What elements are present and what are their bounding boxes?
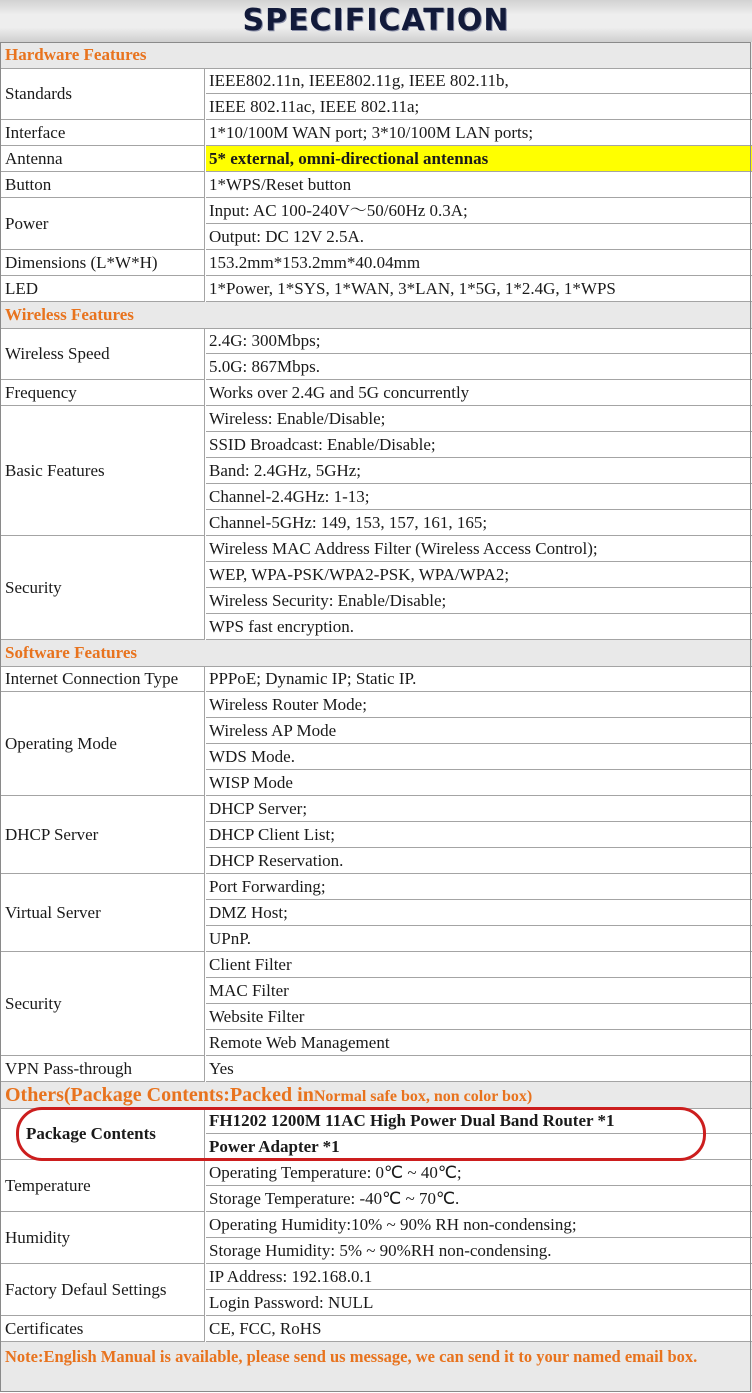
row-label-cell [0,198,205,250]
row-label-cell [0,1316,205,1342]
value-line [206,328,752,354]
value-line [206,120,752,146]
row-label-cell [0,1264,205,1316]
row-label: Package Contents [26,1123,156,1143]
value-line [206,276,752,302]
value-text: Power Adapter *1 [209,1137,340,1156]
value-line [206,432,752,458]
value-text: Wireless: Enable/Disable; [209,409,386,428]
section-header [0,640,752,667]
row-label: Basic Features [5,460,105,480]
value-text: 1*WPS/Reset button [209,175,352,194]
value-line [206,406,752,432]
value-line [206,1212,752,1238]
value-line [206,1134,752,1160]
row-label-cell [0,692,205,796]
section-header [0,302,752,329]
value-line [206,666,752,692]
value-text: FH1202 1200M 11AC High Power Dual Band Router *1 [209,1111,615,1130]
value-text: Channel-2.4GHz: 1-13; [209,487,370,506]
value-text: DHCP Client List; [209,825,335,844]
value-text: CE, FCC, RoHS [209,1319,322,1338]
row-label: DHCP Server [5,824,99,844]
value-line [206,1056,752,1082]
value-line [206,900,752,926]
value-text: DMZ Host; [209,903,288,922]
row-label: Internet Connection Type [5,668,179,688]
row-label-cell [0,380,205,406]
note-text: Note:English Manual is available, please send us message, we can send it to your named email box. [5,1347,698,1366]
value-text: Website Filter [209,1007,305,1026]
row-label: Standards [5,83,73,103]
value-line [206,822,752,848]
section-heading [5,1082,532,1110]
row-label: Frequency [5,382,77,402]
value-text: WEP, WPA-PSK/WPA2-PSK, WPA/WPA2; [209,565,510,584]
row-label-cell [0,406,205,536]
section-heading-main: Others(Package Contents:Packed in [5,1084,314,1106]
value-line [206,536,752,562]
value-text: Works over 2.4G and 5G concurrently [209,383,470,402]
row-label: Button [5,174,52,194]
value-line [206,770,752,796]
value-text: Input: AC 100-240V〜50/60Hz 0.3A; [209,201,468,220]
value-line [206,458,752,484]
value-line [206,1316,752,1342]
row-label: Security [5,577,62,597]
value-line [206,1030,752,1056]
value-text: Output: DC 12V 2.5A. [209,227,365,246]
value-line [206,1160,752,1186]
value-text: Port Forwarding; [209,877,326,896]
row-label: Temperature [5,1175,91,1195]
value-text: Operating Temperature: 0℃ ~ 40℃; [209,1163,462,1182]
value-line [206,718,752,744]
value-text: IP Address: 192.168.0.1 [209,1267,373,1286]
value-line [206,1108,752,1134]
row-label-cell [0,796,205,874]
value-line [206,250,752,276]
row-label: Dimensions (L*W*H) [5,252,158,272]
row-label-cell [0,1056,205,1082]
row-label-cell [0,874,205,952]
row-label: Operating Mode [5,733,117,753]
value-text: Wireless AP Mode [209,721,337,740]
row-label-cell [0,666,205,692]
row-label-cell [0,1212,205,1264]
section-header [0,1082,752,1109]
row-label: Humidity [5,1227,71,1247]
value-line [206,94,752,120]
row-label-cell [0,536,205,640]
value-text: WDS Mode. [209,747,295,766]
row-label-cell [0,1108,205,1160]
value-text: Storage Humidity: 5% ~ 90%RH non-condensing. [209,1241,552,1260]
value-text: MAC Filter [209,981,289,1000]
value-line [206,68,752,94]
row-label-cell [0,172,205,198]
value-text: IEEE802.11n, IEEE802.11g, IEEE 802.11b, [209,71,509,90]
section-header [0,42,752,69]
row-label-cell [0,276,205,302]
section-heading: Software Features [5,643,138,662]
row-label-cell [0,952,205,1056]
value-line [206,614,752,640]
title-banner [0,0,752,42]
value-text: 1*10/100M WAN port; 3*10/100M LAN ports; [209,123,534,142]
value-line [206,562,752,588]
row-label: Wireless Speed [5,343,110,363]
section-heading: Hardware Features [5,45,147,64]
row-label: Factory Defaul Settings [5,1279,167,1299]
value-text: Wireless Security: Enable/Disable; [209,591,447,610]
row-label-cell [0,120,205,146]
value-line [206,510,752,536]
row-label: Interface [5,122,66,142]
row-label-cell [0,146,205,172]
value-line [206,1264,752,1290]
row-label-cell [0,68,205,120]
value-text: DHCP Server; [209,799,308,818]
value-line [206,224,752,250]
row-label: Security [5,993,62,1013]
row-label: Certificates [5,1318,84,1338]
value-text: 5* external, omni-directional antennas [209,149,489,168]
value-text: Login Password: NULL [209,1293,374,1312]
row-label-cell [0,328,205,380]
value-text: 1*Power, 1*SYS, 1*WAN, 3*LAN, 1*5G, 1*2.4G, 1*WPS [209,279,616,298]
value-text: Channel-5GHz: 149, 153, 157, 161, 165; [209,513,488,532]
value-line [206,1290,752,1316]
value-text: Wireless MAC Address Filter (Wireless Access Control); [209,539,598,558]
section-heading-suffix: Normal safe box, non color box) [313,1088,533,1105]
row-label: Antenna [5,148,63,168]
row-label-cell [0,1160,205,1212]
row-label-cell [0,250,205,276]
value-line [206,172,752,198]
row-label: Virtual Server [5,902,101,922]
value-line [206,692,752,718]
value-line [206,354,752,380]
page-title: SPECIFICATION [242,3,510,38]
value-line [206,1238,752,1264]
value-line [206,588,752,614]
value-line [206,744,752,770]
row-label: VPN Pass-through [5,1058,133,1078]
value-text: Band: 2.4GHz, 5GHz; [209,461,362,480]
value-text: SSID Broadcast: Enable/Disable; [209,435,436,454]
value-line [206,796,752,822]
value-text: Storage Temperature: -40℃ ~ 70℃. [209,1189,460,1208]
value-text: DHCP Reservation. [209,851,344,870]
value-text: WISP Mode [209,773,293,792]
value-line [206,1186,752,1212]
value-text: UPnP. [209,929,252,948]
value-line [206,484,752,510]
value-text: 5.0G: 867Mbps. [209,357,320,376]
value-line [206,1004,752,1030]
value-text: IEEE 802.11ac, IEEE 802.11a; [209,97,420,116]
value-text: Yes [209,1059,234,1078]
value-line [206,146,752,172]
value-line [206,952,752,978]
value-line [206,380,752,406]
value-line [206,848,752,874]
row-label: Power [5,213,49,233]
value-text: 153.2mm*153.2mm*40.04mm [209,253,421,272]
value-text: WPS fast encryption. [209,617,354,636]
value-text: Operating Humidity:10% ~ 90% RH non-condensing; [209,1215,577,1234]
value-line [206,926,752,952]
value-line [206,874,752,900]
value-line [206,978,752,1004]
value-text: 2.4G: 300Mbps; [209,331,321,350]
row-label: LED [5,278,39,298]
value-text: Wireless Router Mode; [209,695,367,714]
value-text: Remote Web Management [209,1033,390,1052]
value-line [206,198,752,224]
value-text: Client Filter [209,955,292,974]
value-text: PPPoE; Dynamic IP; Static IP. [209,669,417,688]
note-box [0,1342,752,1392]
section-heading: Wireless Features [5,305,134,324]
